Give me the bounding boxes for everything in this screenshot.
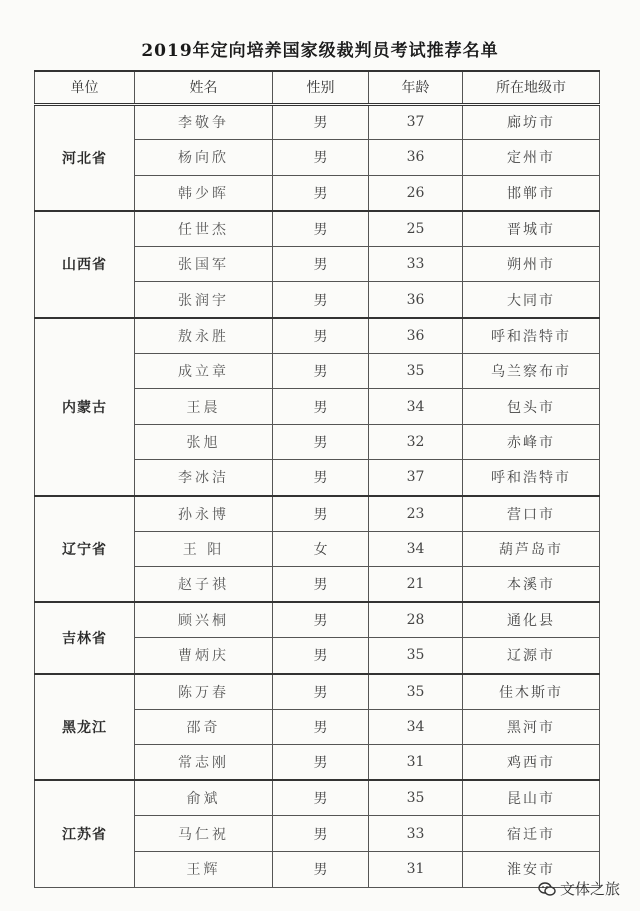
gender-cell: 男 — [273, 851, 369, 887]
city-cell: 辽源市 — [463, 638, 600, 674]
city-cell: 鸡西市 — [463, 745, 600, 781]
column-header-age: 年龄 — [369, 71, 463, 104]
city-cell: 大同市 — [463, 282, 600, 318]
city-cell: 淮安市 — [463, 851, 600, 887]
city-cell: 乌兰察布市 — [463, 353, 600, 389]
age-cell: 32 — [369, 424, 463, 460]
age-cell: 37 — [369, 104, 463, 140]
column-header-gender: 性别 — [273, 71, 369, 104]
name-cell: 王辉 — [135, 851, 273, 887]
age-cell: 36 — [369, 318, 463, 354]
gender-cell: 男 — [273, 175, 369, 211]
age-cell: 35 — [369, 638, 463, 674]
city-cell: 呼和浩特市 — [463, 318, 600, 354]
gender-cell: 男 — [273, 282, 369, 318]
gender-cell: 男 — [273, 389, 369, 425]
unit-cell: 辽宁省 — [35, 496, 135, 603]
gender-cell: 男 — [273, 638, 369, 674]
column-header-city: 所在地级市 — [463, 71, 600, 104]
gender-cell: 男 — [273, 140, 369, 176]
gender-cell: 男 — [273, 424, 369, 460]
name-cell: 王晨 — [135, 389, 273, 425]
age-cell: 34 — [369, 531, 463, 567]
watermark — [538, 878, 620, 899]
gender-cell: 男 — [273, 104, 369, 140]
name-cell: 陈万春 — [135, 674, 273, 710]
gender-cell: 男 — [273, 816, 369, 852]
gender-cell: 男 — [273, 211, 369, 247]
city-cell: 黑河市 — [463, 709, 600, 745]
gender-cell: 男 — [273, 460, 369, 496]
name-cell: 张国军 — [135, 246, 273, 282]
table-body — [35, 104, 600, 887]
name-cell: 张润宇 — [135, 282, 273, 318]
age-cell: 35 — [369, 780, 463, 816]
city-cell: 宿迁市 — [463, 816, 600, 852]
name-cell: 李敬争 — [135, 104, 273, 140]
name-cell: 李冰洁 — [135, 460, 273, 496]
age-cell: 21 — [369, 567, 463, 603]
name-cell: 曹炳庆 — [135, 638, 273, 674]
name-cell: 常志刚 — [135, 745, 273, 781]
table-row — [35, 780, 600, 816]
gender-cell: 男 — [273, 567, 369, 603]
gender-cell: 男 — [273, 496, 369, 532]
wechat-icon — [538, 881, 556, 897]
age-cell: 34 — [369, 709, 463, 745]
column-header-name: 姓名 — [135, 71, 273, 104]
name-cell: 俞斌 — [135, 780, 273, 816]
city-cell: 包头市 — [463, 389, 600, 425]
age-cell: 25 — [369, 211, 463, 247]
gender-cell: 男 — [273, 353, 369, 389]
name-cell: 张旭 — [135, 424, 273, 460]
city-cell: 营口市 — [463, 496, 600, 532]
city-cell: 呼和浩特市 — [463, 460, 600, 496]
gender-cell: 男 — [273, 246, 369, 282]
gender-cell: 男 — [273, 709, 369, 745]
table-row — [35, 104, 600, 140]
name-cell: 马仁祝 — [135, 816, 273, 852]
unit-cell: 黑龙江 — [35, 674, 135, 781]
gender-cell: 男 — [273, 318, 369, 354]
unit-cell: 山西省 — [35, 211, 135, 318]
age-cell: 31 — [369, 851, 463, 887]
age-cell: 33 — [369, 246, 463, 282]
age-cell: 35 — [369, 353, 463, 389]
unit-cell: 河北省 — [35, 104, 135, 211]
city-cell: 赤峰市 — [463, 424, 600, 460]
age-cell: 36 — [369, 140, 463, 176]
table-header-row — [35, 71, 600, 104]
table-row — [35, 602, 600, 638]
name-cell: 顾兴桐 — [135, 602, 273, 638]
name-cell: 王 阳 — [135, 531, 273, 567]
age-cell: 33 — [369, 816, 463, 852]
city-cell: 通化县 — [463, 602, 600, 638]
name-cell: 孙永博 — [135, 496, 273, 532]
age-cell: 37 — [369, 460, 463, 496]
referee-table — [34, 70, 600, 888]
table-row — [35, 674, 600, 710]
city-cell: 本溪市 — [463, 567, 600, 603]
unit-cell: 内蒙古 — [35, 318, 135, 496]
gender-cell: 女 — [273, 531, 369, 567]
column-header-unit: 单位 — [35, 71, 135, 104]
watermark-text: 文体之旅 — [559, 880, 620, 898]
unit-cell: 吉林省 — [35, 602, 135, 673]
name-cell: 邵奇 — [135, 709, 273, 745]
name-cell: 韩少晖 — [135, 175, 273, 211]
age-cell: 31 — [369, 745, 463, 781]
name-cell: 敖永胜 — [135, 318, 273, 354]
city-cell: 廊坊市 — [463, 104, 600, 140]
age-cell: 36 — [369, 282, 463, 318]
page-title: 2019年定向培养国家级裁判员考试推荐名单 — [141, 41, 499, 61]
age-cell: 23 — [369, 496, 463, 532]
city-cell: 晋城市 — [463, 211, 600, 247]
name-cell: 成立章 — [135, 353, 273, 389]
gender-cell: 男 — [273, 745, 369, 781]
city-cell: 昆山市 — [463, 780, 600, 816]
age-cell: 35 — [369, 674, 463, 710]
city-cell: 邯郸市 — [463, 175, 600, 211]
gender-cell: 男 — [273, 674, 369, 710]
name-cell: 杨向欣 — [135, 140, 273, 176]
table-row — [35, 211, 600, 247]
unit-cell: 江苏省 — [35, 780, 135, 887]
city-cell: 定州市 — [463, 140, 600, 176]
city-cell: 朔州市 — [463, 246, 600, 282]
city-cell: 佳木斯市 — [463, 674, 600, 710]
age-cell: 34 — [369, 389, 463, 425]
name-cell: 赵子祺 — [135, 567, 273, 603]
gender-cell: 男 — [273, 602, 369, 638]
gender-cell: 男 — [273, 780, 369, 816]
table-row — [35, 318, 600, 354]
name-cell: 任世杰 — [135, 211, 273, 247]
table-row — [35, 496, 600, 532]
city-cell: 葫芦岛市 — [463, 531, 600, 567]
age-cell: 26 — [369, 175, 463, 211]
age-cell: 28 — [369, 602, 463, 638]
